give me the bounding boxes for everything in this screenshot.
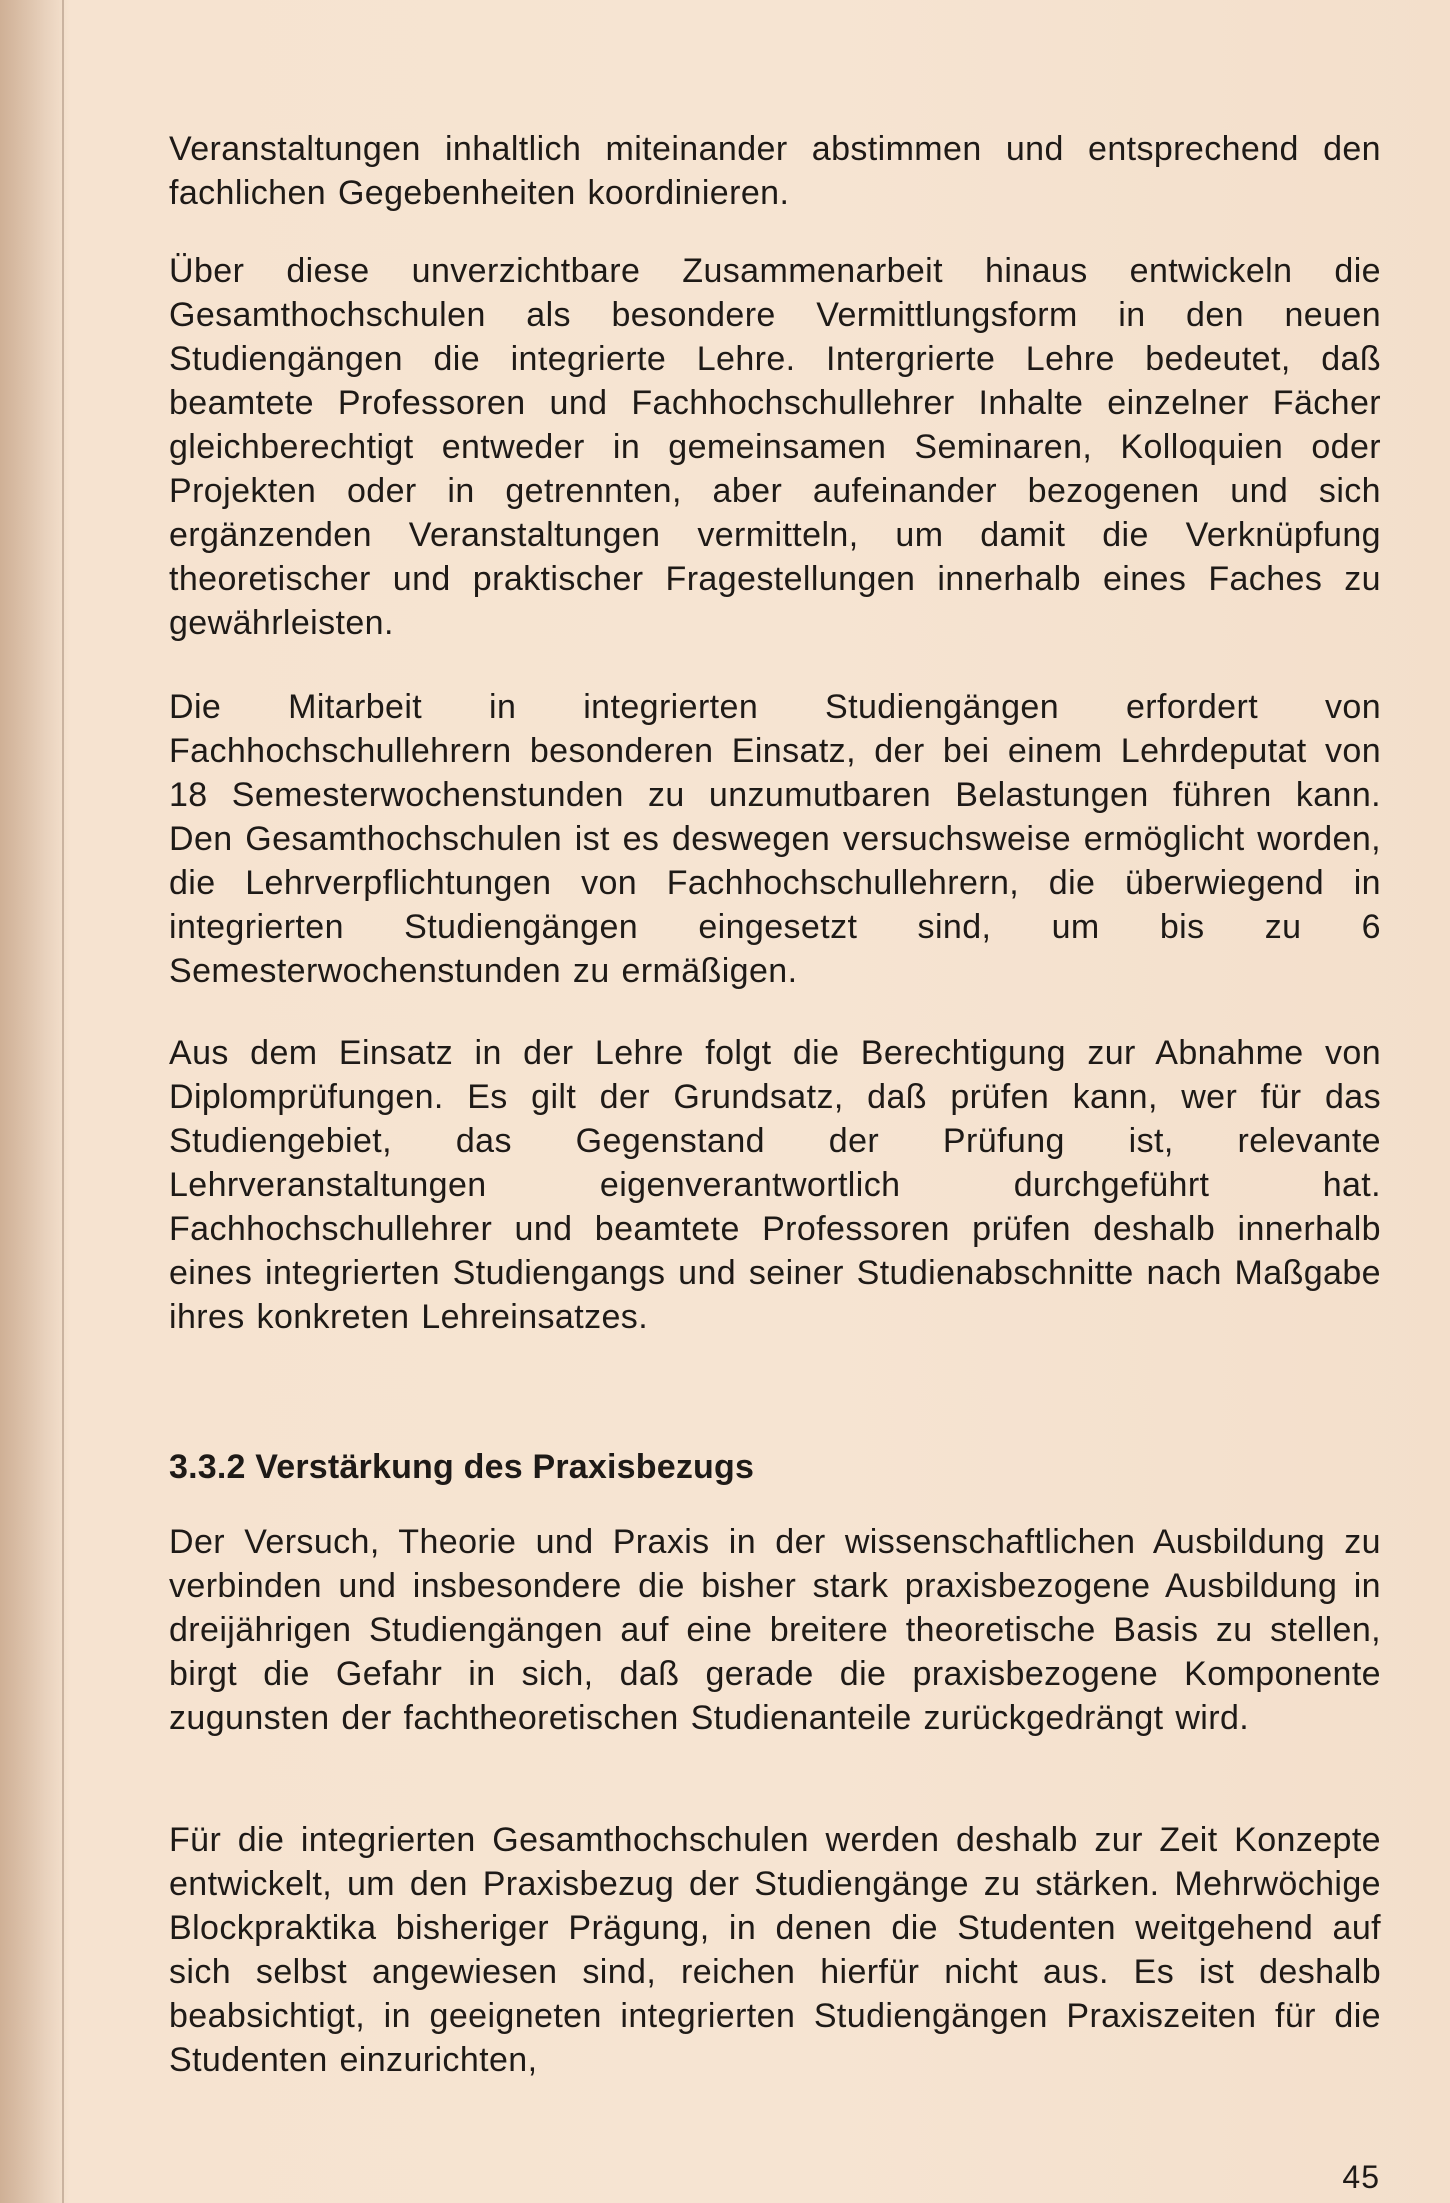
body-text-section-paragraph-2 (169, 1818, 1381, 2082)
body-text-paragraph-3 (169, 685, 1381, 993)
section-paragraph-2: Für die integrierten Gesamthochschulen werden deshalb zur Zeit Konzepte entwickelt, um den Praxisbezug der Studiengänge zu stärken. Mehrwöchige Blockpraktika bisheriger Prägung, in denen die Studenten weitgehend auf sich selbst angewiesen sind, reichen hierfür nicht aus. Es ist deshalb beabsichtigt, in geeigneten integrierten Studiengängen Praxiszeiten für die Studenten einzurichten, (169, 1821, 1381, 2079)
body-text-paragraph-2 (169, 249, 1381, 645)
paragraph-3: Die Mitarbeit in integrierten Studiengängen erfordert von Fachhochschullehrern besonderen Einsatz, der bei einem Lehrdeputat von 18 Semesterwochenstunden zu unzumutbaren Belastungen führen kann. Den Gesamthochschulen ist es deswegen versuchsweise ermöglicht worden, die Lehrverpflichtungen von Fachhochschullehrern, die überwiegend in integrierten Studiengängen eingesetzt sind, um bis zu 6 Semesterwochenstunden zu ermäßigen. (169, 688, 1381, 990)
page-gutter-line (62, 0, 64, 2203)
body-text-section-paragraph-1 (169, 1520, 1381, 1740)
paragraph-2: Über diese unverzichtbare Zusammenarbeit hinaus entwickeln die Gesamthochschulen als besondere Vermittlungsform in den neuen Studiengängen die integrierte Lehre. Intergrierte Lehre bedeutet, daß beamtete Professoren und Fachhochschullehrer Inhalte einzelner Fächer gleichberechtigt entweder in gemeinsamen Seminaren, Kolloquien oder Projekten oder in getrennten, aber aufeinander bezogenen und sich ergänzenden Veranstaltungen vermitteln, um damit die Verknüpfung theoretischer und praktischer Fragestellungen innerhalb eines Faches zu gewährleisten. (169, 252, 1381, 642)
paragraph-1: Veranstaltungen inhaltlich miteinander abstimmen und entsprechend den fachlichen Gegebenheiten koordinieren. (169, 130, 1381, 212)
section-heading: 3.3.2 Verstärkung des Praxisbezugs (169, 1448, 755, 1486)
page-gutter-shadow (0, 0, 70, 2203)
paragraph-4: Aus dem Einsatz in der Lehre folgt die Berechtigung zur Abnahme von Diplomprüfungen. Es gilt der Grundsatz, daß prüfen kann, wer für das Studiengebiet, das Gegenstand der Prüfung ist, relevante Lehrveranstaltungen eigenverantwortlich durchgeführt hat. Fachhochschullehrer und beamtete Professoren prüfen deshalb innerhalb eines integrierten Studiengangs und seiner Studienabschnitte nach Maßgabe ihres konkreten Lehreinsatzes. (169, 1034, 1381, 1336)
page-number: 45 (1342, 2159, 1380, 2195)
body-text-upper (169, 127, 1381, 215)
body-text-paragraph-4 (169, 1031, 1381, 1339)
section-paragraph-1: Der Versuch, Theorie und Praxis in der wissenschaftlichen Ausbildung zu verbinden und insbesondere die bisher stark praxisbezogene Ausbildung in dreijährigen Studiengängen auf eine breitere theoretische Basis zu stellen, birgt die Gefahr in sich, daß gerade die praxisbezogene Komponente zugunsten der fachtheoretischen Studienanteile zurückgedrängt wird. (169, 1523, 1381, 1737)
